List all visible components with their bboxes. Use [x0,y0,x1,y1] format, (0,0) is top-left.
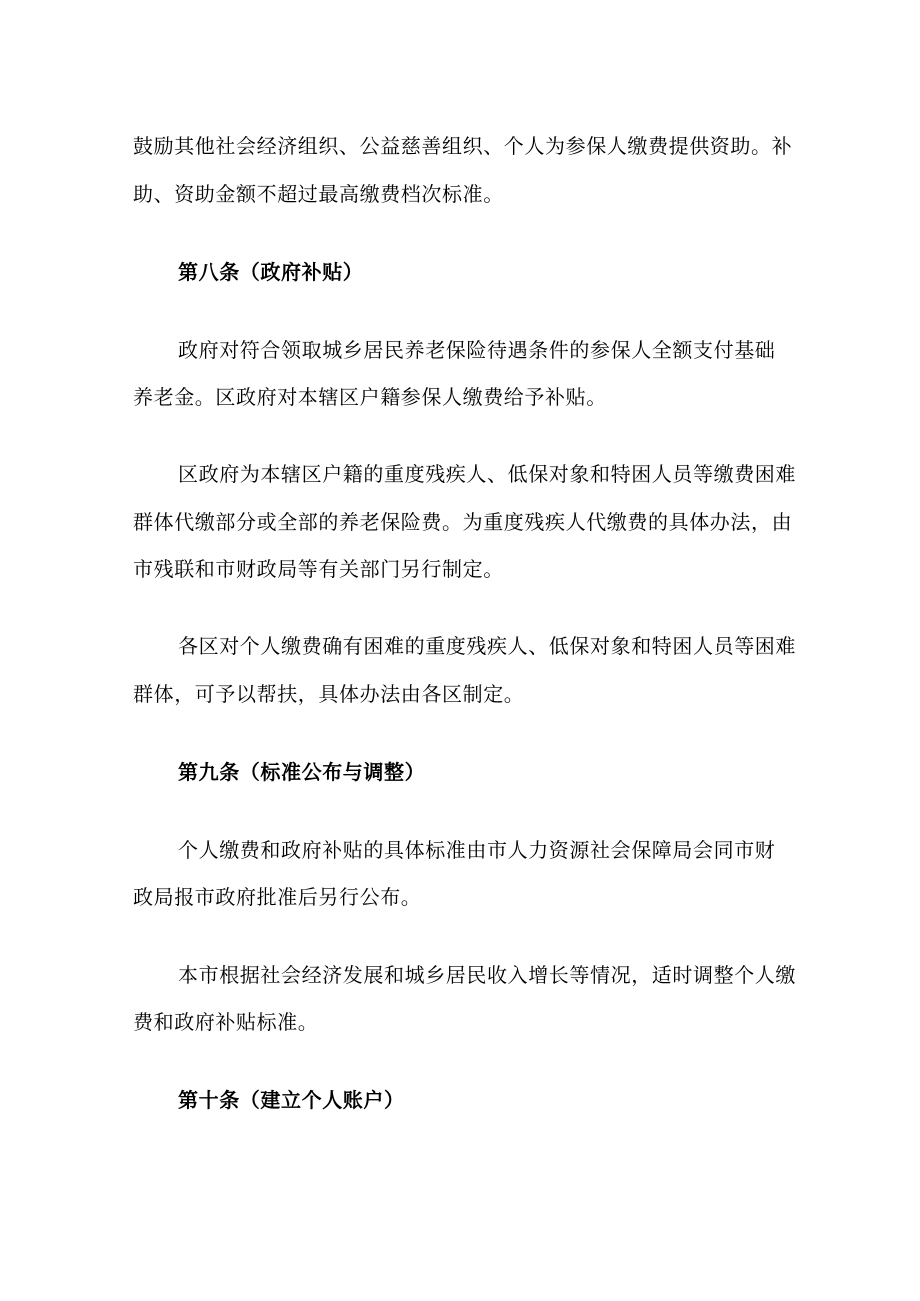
paragraph-line: 市残联和市财政局等有关部门另行制定。 [133,557,504,581]
paragraph-line: 群体，可予以帮扶，具体办法由各区制定。 [133,682,525,706]
paragraph-line: 群体代缴部分或全部的养老保险费。为重度残疾人代缴费的具体办法，由 [133,510,793,534]
section-heading: 第八条（政府补贴） [178,260,364,284]
section-heading: 第十条（建立个人账户） [178,1088,405,1112]
paragraph-line: 本市根据社会经济发展和城乡居民收入增长等情况，适时调整个人缴 [178,963,796,987]
paragraph-line: 区政府为本辖区户籍的重度残疾人、低保对象和特困人员等缴费困难 [178,462,796,486]
paragraph-line: 政府对符合领取城乡居民养老保险待遇条件的参保人全额支付基础 [178,338,776,362]
paragraph-line: 鼓励其他社会经济组织、公益慈善组织、个人为参保人缴费提供资助。补 [133,134,793,158]
section-heading: 第九条（标准公布与调整） [178,760,426,784]
paragraph-line: 费和政府补贴标准。 [133,1010,319,1034]
paragraph-line: 个人缴费和政府补贴的具体标准由市人力资源社会保障局会同市财 [178,838,776,862]
paragraph-line: 助、资助金额不超过最高缴费档次标准。 [133,182,504,206]
paragraph-line: 政局报市政府批准后另行公布。 [133,885,422,909]
paragraph-line: 养老金。区政府对本辖区户籍参保人缴费给予补贴。 [133,385,607,409]
paragraph-line: 各区对个人缴费确有困难的重度残疾人、低保对象和特困人员等困难 [178,634,796,658]
